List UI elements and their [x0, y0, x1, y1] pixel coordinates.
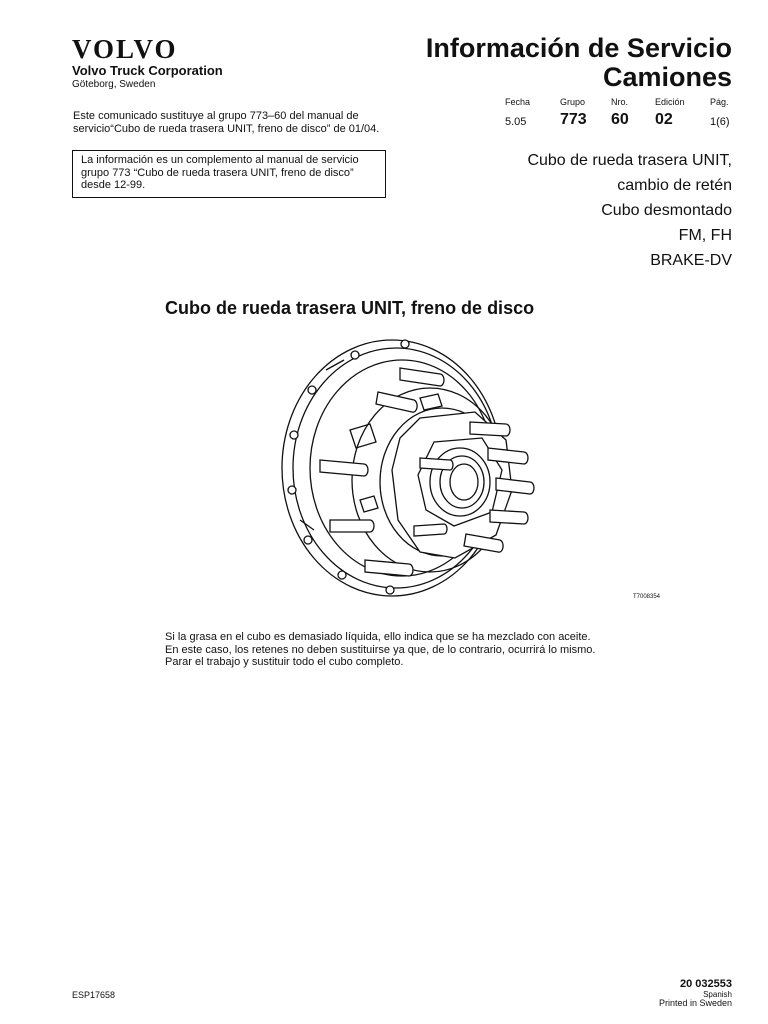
subject-block: [527, 148, 732, 273]
meta-value-nro: 60: [611, 111, 629, 128]
document-title: [426, 34, 732, 92]
body-line-1: Si la grasa en el cubo es demasiado líquida, ello indica que se ha mezclado con aceite.: [165, 631, 591, 643]
company-name: Volvo Truck Corporation: [72, 63, 223, 78]
wheel-hub-illustration: [270, 330, 540, 600]
meta-label-grupo: Grupo: [560, 97, 586, 107]
title-line-1: Información de Servicio: [425, 33, 732, 63]
volvo-logo: VOLVO: [72, 34, 178, 64]
subject-line-1: Cubo de rueda trasera UNIT,: [527, 152, 732, 169]
meta-value-grupo: 773: [560, 111, 587, 128]
body-line-2: En este caso, los retenes no deben sustituirse ya que, de lo contrario, ocurrirá lo mismo.: [165, 643, 596, 656]
subject-line-4: FM, FH: [678, 227, 732, 244]
meta-value-fecha: 5.05: [505, 116, 527, 128]
body-line-3: Parar el trabajo y sustituir todo el cubo completo.: [165, 656, 404, 668]
meta-label-nro: Nro.: [611, 97, 629, 107]
printed-in: Printed in Sweden: [658, 998, 732, 1008]
body-paragraph: [165, 631, 665, 669]
meta-value-pag: 1(6): [710, 116, 730, 128]
company-location: Göteborg, Sweden: [72, 79, 156, 90]
meta-label-fecha: Fecha: [505, 97, 531, 107]
section-heading: Cubo de rueda trasera UNIT, freno de disco: [165, 298, 535, 318]
subject-line-3: Cubo desmontado: [601, 202, 732, 219]
meta-label-pag: Pág.: [710, 97, 729, 107]
info-box: [72, 150, 386, 198]
document-language: Spanish: [703, 990, 732, 999]
meta-value-edicion: 02: [655, 111, 673, 128]
esp-code: ESP17658: [72, 990, 116, 1000]
subject-line-5: BRAKE-DV: [650, 252, 732, 269]
title-line-2: Camiones: [602, 62, 732, 92]
subject-line-2: cambio de retén: [617, 177, 732, 194]
supersede-note: Este comunicado sustituye al grupo 773–60 del manual de servicio“Cubo de rueda trasera UNIT, freno de disco” de 01/04.: [73, 110, 380, 135]
document-number: 20 032553: [680, 978, 732, 990]
figure-code: T7008354: [633, 594, 661, 600]
meta-label-edicion: Edición: [655, 97, 685, 107]
info-box-text: La información es un complemento al manual de servicio grupo 773 “Cubo de rueda trasera UNIT, freno de disco” desde 12-99.: [81, 154, 359, 191]
